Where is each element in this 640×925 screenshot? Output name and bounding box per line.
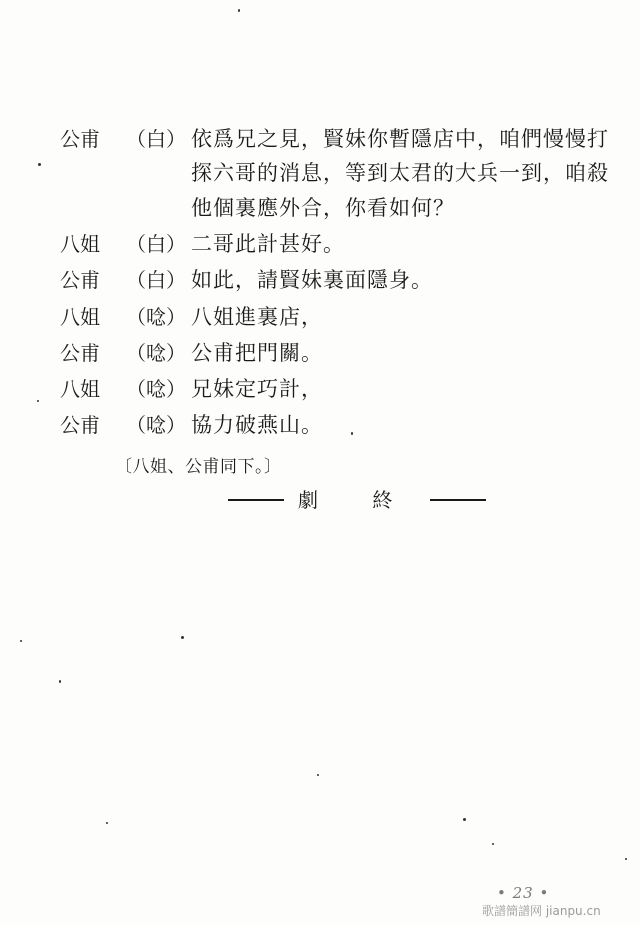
ending-text: 劇 終 [298, 488, 417, 512]
dialogue-text-continued: 他個裏應外合，你看如何？ [191, 196, 455, 220]
speaker-name: 八姐 [60, 305, 100, 329]
speaker-name: 八姐 [60, 377, 100, 401]
delivery-mode: （白） [126, 127, 186, 151]
scan-speck [37, 400, 39, 402]
scan-speck [59, 680, 61, 683]
scan-speck [106, 822, 108, 824]
ending-rule-right [430, 499, 486, 501]
dialogue-text: 八姐進裏店， [191, 305, 323, 329]
delivery-mode: （白） [126, 268, 186, 292]
delivery-mode: （唸） [126, 305, 186, 329]
scan-speck [492, 843, 494, 845]
dialogue-text: 公甫把門關。 [191, 341, 323, 365]
ending-rule-left [228, 499, 284, 501]
speaker-name: 公甫 [60, 413, 100, 437]
stage-direction: 〔八姐、公甫同下。〕 [115, 457, 282, 477]
dialogue-text-continued: 探六哥的消息，等到太君的大兵一到，咱殺 [191, 161, 609, 185]
dialogue-text: 如此，請賢妹裏面隱身。 [191, 268, 433, 292]
delivery-mode: （唸） [126, 413, 186, 437]
delivery-mode: （白） [126, 232, 186, 256]
scan-speck [463, 818, 466, 821]
delivery-mode: （唸） [126, 341, 186, 365]
scan-speck [238, 9, 240, 12]
delivery-mode: （唸） [126, 377, 186, 401]
dialogue-text: 兄妹定巧計， [191, 377, 323, 401]
scan-speck [351, 432, 353, 435]
play-ending [228, 484, 486, 513]
scan-speck [181, 636, 184, 639]
dialogue-text: 協力破燕山。 [191, 413, 323, 437]
dialogue-text: 依爲兄之見，賢妹你暫隱店中，咱們慢慢打 [191, 127, 609, 151]
scan-speck [625, 858, 627, 860]
page-number: • 23 • [497, 884, 550, 902]
watermark: 歌譜簡譜网 jianpu.cn [482, 904, 601, 918]
speaker-name: 公甫 [60, 268, 100, 292]
scan-speck [20, 640, 22, 642]
scan-speck [38, 163, 41, 166]
scan-speck [317, 774, 319, 776]
speaker-name: 公甫 [60, 341, 100, 365]
speaker-name: 八姐 [60, 232, 100, 256]
dialogue-text: 二哥此計甚好。 [191, 232, 345, 256]
speaker-name: 公甫 [60, 127, 100, 151]
